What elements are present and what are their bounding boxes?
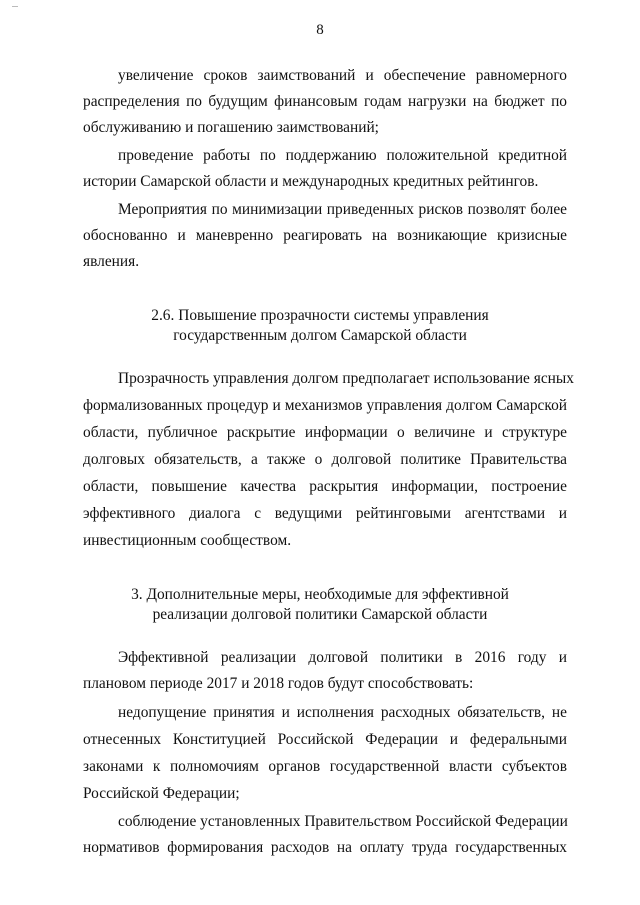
paragraph-line: нормативов формирования расходов на оплату труда государственных [83, 839, 567, 856]
paragraph-line: недопущение принятия и исполнения расходных обязательств, не [118, 704, 567, 721]
paragraph-line: Прозрачность управления долгом предполагает использование ясных [118, 370, 574, 387]
paragraph-line: проведение работы по поддержанию положительной кредитной [118, 147, 567, 164]
section-heading: 3. Дополнительные меры, необходимые для эффективной [131, 586, 509, 603]
paragraph-line: формализованных процедур и механизмов управления долгом Самарской [83, 397, 567, 414]
paragraph-line: отнесенных Конституцией Российской Федерации и федеральными [83, 731, 567, 748]
section-heading: реализации долговой политики Самарской области [152, 606, 488, 623]
paragraph-line: обоснованно и маневренно реагировать на возникающие кризисные [83, 227, 567, 244]
paragraph-line: Эффективной реализации долговой политики в 2016 году и [118, 649, 567, 666]
paragraph-line: области, повышение качества раскрытия информации, построение [83, 478, 567, 495]
paragraph-line: плановом периоде 2017 и 2018 годов будут способствовать: [83, 675, 474, 692]
scan-mark [12, 6, 18, 11]
paragraph-line: распределения по будущим финансовым годам нагрузки на бюджет по [83, 93, 567, 110]
paragraph-line: соблюдение установленных Правительством Российской Федерации [118, 813, 568, 830]
section-heading: государственным долгом Самарской области [173, 327, 467, 344]
paragraph-line: долговых обязательств, а также о долговой политике Правительства [83, 451, 567, 468]
page-number: 8 [316, 22, 324, 38]
paragraph-line: инвестиционным сообществом. [83, 532, 292, 549]
paragraph-line: Российской Федерации; [83, 785, 240, 802]
paragraph-line: области, публичное раскрытие информации о величине и структуре [83, 424, 567, 441]
paragraph-line: увеличение сроков заимствований и обеспечение равномерного [118, 67, 567, 84]
paragraph-line: эффективного диалога с ведущими рейтинговыми агентствами и [83, 505, 567, 522]
paragraph-line: явления. [83, 253, 140, 270]
section-heading: 2.6. Повышение прозрачности системы управления [151, 307, 489, 324]
paragraph-line: Мероприятия по минимизации приведенных рисков позволят более [118, 201, 567, 218]
paragraph-line: обслуживанию и погашению заимствований; [83, 119, 379, 136]
paragraph-line: законами к полномочиям органов государственной власти субъектов [83, 758, 567, 775]
paragraph-line: истории Самарской области и международных кредитных рейтингов. [83, 173, 539, 190]
